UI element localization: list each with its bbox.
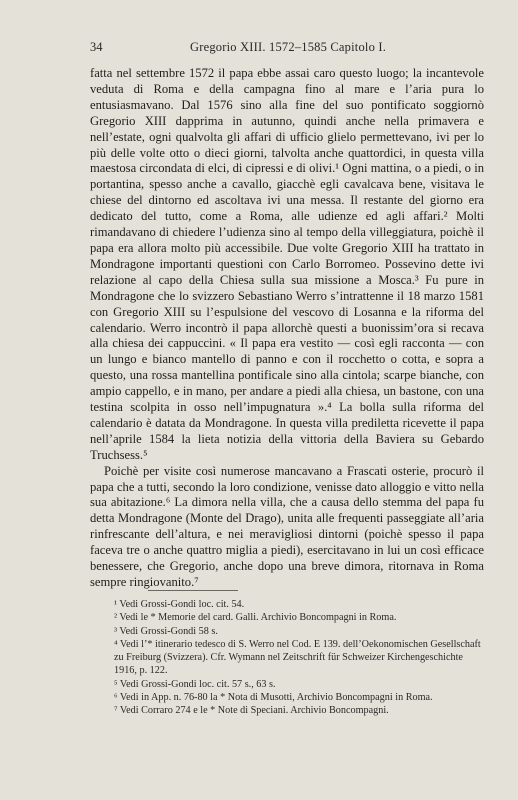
footnotes	[114, 598, 484, 718]
footnote: ⁵ Vedi Grossi-Gondi loc. cit. 57 s., 63 s.	[114, 678, 276, 690]
footnote: ³ Vedi Grossi-Gondi 58 s.	[114, 625, 218, 637]
running-header	[90, 40, 480, 60]
footnote: ⁶ Vedi in App. n. 76-80 la * Nota di Musotti, Archivio Boncompagni in Roma.	[114, 692, 433, 704]
footnote: ¹ Vedi Grossi-Gondi loc. cit. 54.	[114, 599, 245, 610]
footnote: ⁷ Vedi Corraro 274 e le * Note di Speciani. Archivio Boncompagni.	[114, 705, 389, 717]
body-paragraph: Poichè per visite così numerose mancavano a Frascati osterie, procurò il papa che a tutti, secondo la loro condizione, venisse dato alloggio e vitto nella sua abitazione.⁶ La dimora nella villa, che a causa dello stemma del papa fu detta Mondragone (Monte del Drago), unita alle frequenti passeggiate all’aria rinfrescante dell’altura, e nei meravigliosi dintorni (poichè spesso il papa faceva tre o anche quattro miglia a piedi), esercitavano in lui un così efficace benessere, che Gregorio, anche dopo una breve dimora, ritornava in Roma sempre ringiovanito.⁷	[90, 463, 484, 589]
body-paragraph: fatta nel settembre 1572 il papa ebbe assai caro questo luogo; la incantevole veduta di Roma e della campagna fino al mare e l’aria pura lo entusiasmavano. Dal 1576 sino alla fine del suo pontificato soggiornò Gregorio XIII dapprima in autunno, quindi anche nella primavera e nell’estate, ogni qualvolta gli affari di ufficio glielo permettevano, ivi per lo più delle volte otto o dieci giorni, talvolta anche quattordici, in questa villa maestosa circondata di elci, di cipressi e di olivi.¹ Ogni mattina, o a piedi, o in portantina, spesso anche a cavallo, giacchè egli cavalcava bene, visitava le chiese del dintorno ed ascoltava ivi una messa. Il restante del giorno era dedicato del tutto, come a Roma, alle udienze ed agli affari.² Molti rimandavano di chiedere l’udienza sino al tempo della villeggiatura, poichè il papa era allora molto più accessibile. Due volte Gregorio XIII ha trattato in Mondragone importanti questioni con Carlo Borromeo. Possevino dette ivi relazione al capo della Chiesa sulla sua missione a Mosca.³ Fu pure in Mondragone che lo svizzero Sebastiano Werro s’intrattenne il 18 marzo 1581 con Gregorio XIII su l’espulsione del vescovo di Losanna e la riforma del calendario. Werro incontrò il papa allorchè questi a buonissim’ora si recava alla chiesa dei cappuccini. « Il papa era vestito — così egli racconta — con un lungo e bianco mantello di panno e con il rocchetto o cotta, e sopra a questo, una rossa mantellina pontificale sino alla cintola; scarpe bianche, con ampio cappello, e in mano, per andare a piedi alla chiesa, un bastone, con una testina scolpita in osso nell’impugnatura ».⁴ La bolla sulla riforma del calendario è datata da Mondragone. In questa villa prediletta ricevette il papa nell’aprile 1584 la lieta notizia della vittoria della Baviera su Gebardo Truchsess.⁵	[90, 66, 484, 462]
body-text	[90, 66, 484, 591]
footnote-separator	[148, 590, 238, 591]
footnote: ⁴ Vedi l’* itinerario tedesco di S. Werro nel Cod. E 139. dell’Oekonomischen Gesellschaft zu Freiburg (Svizzera). Cfr. Wymann nel Zeitschrift für Schweizer Kirchengeschichte 1916, p. 122.	[114, 638, 481, 677]
footnote: ² Vedi le * Memorie del card. Galli. Archivio Boncompagni in Roma.	[114, 612, 397, 624]
page-number: 34	[90, 40, 103, 54]
running-title: Gregorio XIII. 1572–1585 Capitolo I.	[190, 40, 387, 54]
